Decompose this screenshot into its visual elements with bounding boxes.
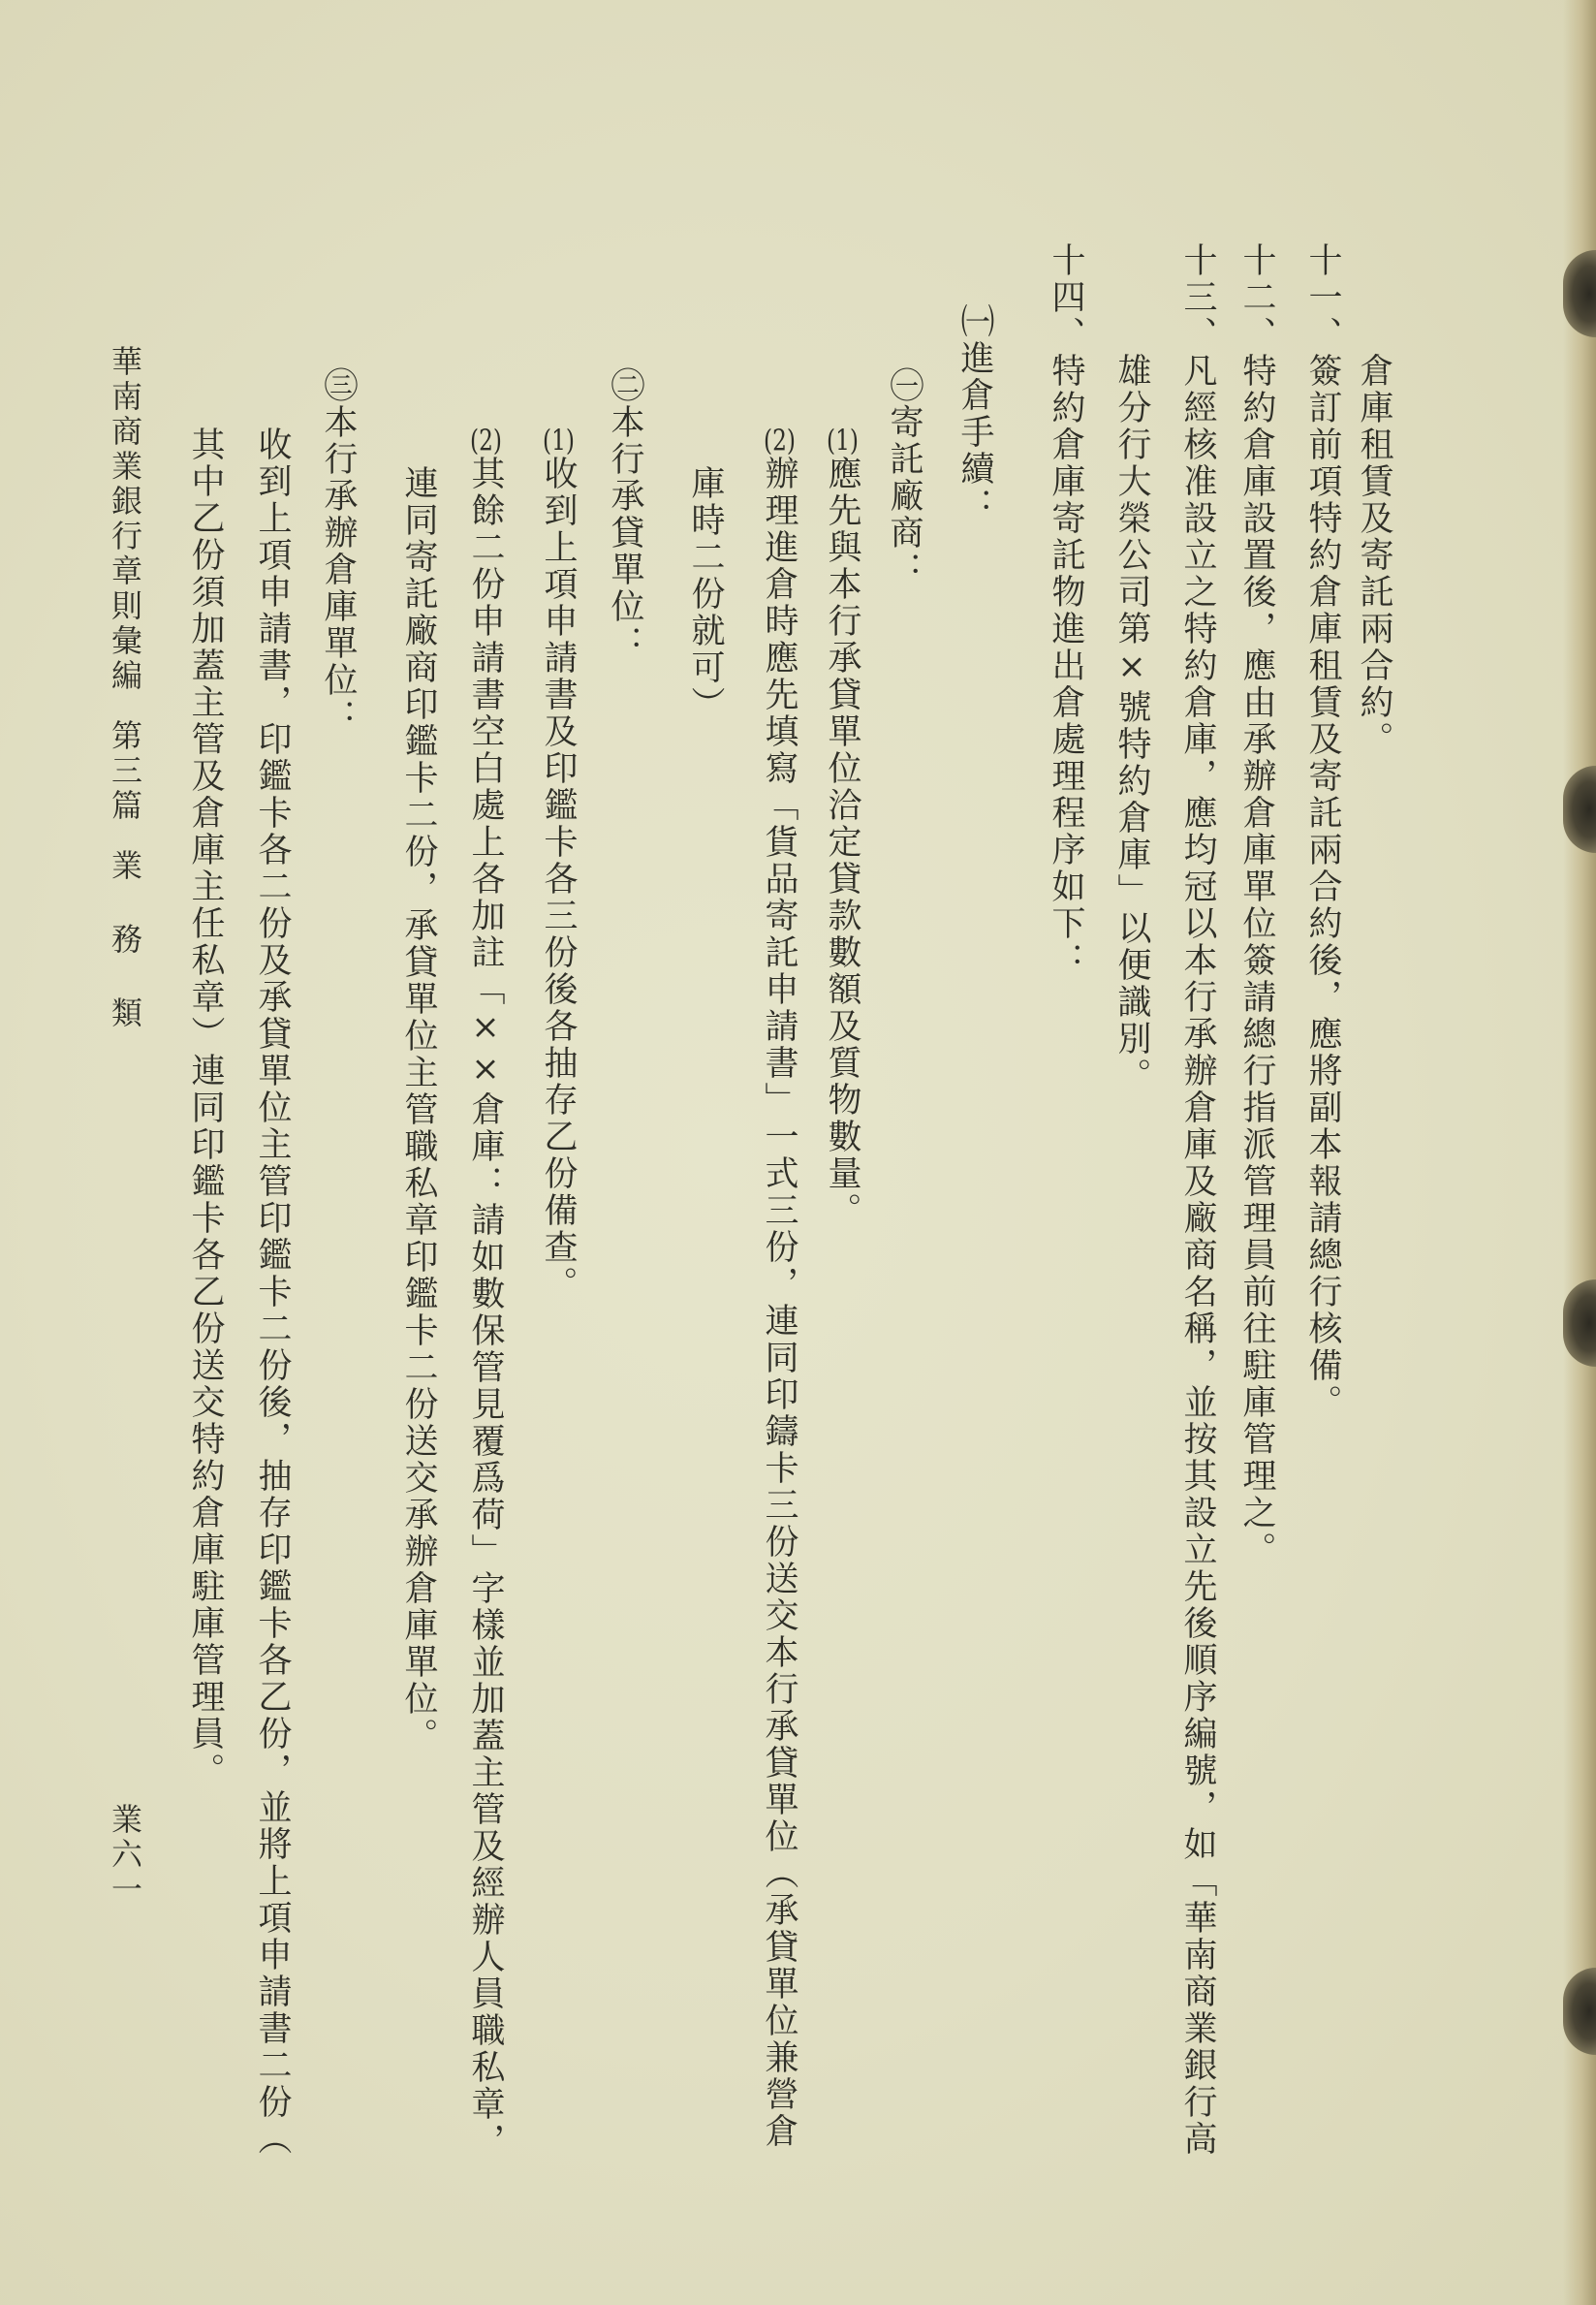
item-text: 辦理進倉時應先填寫「貨品寄託申請書」一式三份，連同印鑄卡三份送交本行承貸單位（承貸單位兼營倉 bbox=[760, 456, 798, 2150]
item-text: 應先與本行承貸單位洽定貸款數額及質物數量。 bbox=[823, 456, 861, 1229]
item-2-continuation: 連同寄託廠商印鑑卡二份，承貸單位主管職私章印鑑卡二份送交承辦倉庫單位。 bbox=[399, 465, 438, 1754]
subsection-heading: 本行承貸單位： bbox=[606, 404, 644, 662]
item-marker: (1) bbox=[543, 426, 575, 456]
item-2-continuation: 庫時二份就可） bbox=[686, 465, 725, 723]
item-text: 其餘二份申請書空白處上各加註「××倉庫：請如數保管見覆爲荷」字樣並加蓋主管及經辦人員職私章， bbox=[466, 456, 505, 2160]
item-text: 收到上項申請書及印鑑卡各三份後各抽存乙份備查。 bbox=[539, 456, 578, 1303]
paragraph-continuation: 其中乙份須加蓋主管及倉庫主任私章）連同印鑑卡各乙份送交特約倉庫駐庫管理員。 bbox=[186, 426, 225, 1789]
section-entry-procedure bbox=[955, 303, 994, 524]
article-13-continuation: 雄分行大榮公司第×號特約倉庫」以便識別。 bbox=[1112, 353, 1151, 1094]
subsection-marker: ㊂ bbox=[319, 367, 358, 404]
subsection-marker: ㊀ bbox=[885, 367, 923, 404]
item-marker: (2) bbox=[764, 426, 796, 456]
article-12: 十二、特約倉庫設置後，應由承辦倉庫單位簽請總行指派管理員前往駐庫管理之。 bbox=[1237, 242, 1276, 1568]
page-binding-edge bbox=[1563, 0, 1596, 2305]
category-char: 務 bbox=[107, 923, 143, 958]
article-11: 十一、簽訂前項特約倉庫租賃及寄託兩合約後，應將副本報請總行核備。 bbox=[1303, 242, 1342, 1421]
item-1 bbox=[823, 426, 861, 1229]
subsection-heading: 寄託廠商： bbox=[885, 404, 923, 588]
article-13: 十三、凡經核准設立之特約倉庫，應均冠以本行承辦倉庫及廠商名稱，並按其設立先後順序編號，如「華南商業銀行高 bbox=[1178, 242, 1217, 2158]
subsection-lending-unit bbox=[606, 367, 644, 662]
page-number: 業六一 bbox=[107, 1803, 143, 1908]
item-marker: (1) bbox=[827, 426, 859, 456]
subsection-heading: 本行承辦倉庫單位： bbox=[319, 404, 358, 736]
section-heading: 進倉手續： bbox=[955, 340, 994, 524]
category-char: 類 bbox=[107, 996, 143, 1031]
item-2 bbox=[760, 426, 798, 2150]
article-14: 十四、特約倉庫寄託物進出倉處理程序如下： bbox=[1047, 242, 1085, 979]
subsection-warehouse-unit bbox=[319, 367, 358, 736]
running-footer bbox=[106, 345, 144, 1031]
book-title: 華南商業銀行章則彙編 bbox=[107, 345, 143, 694]
subsection-consignor bbox=[885, 367, 923, 588]
section-marker: ㈠ bbox=[955, 303, 994, 340]
item-1 bbox=[539, 426, 578, 1303]
item-2 bbox=[466, 426, 505, 2160]
category-char: 業 bbox=[107, 849, 143, 884]
item-marker: (2) bbox=[470, 426, 502, 456]
text-column-continuation: 倉庫租賃及寄託兩合約。 bbox=[1355, 353, 1393, 758]
part-title: 第三篇 bbox=[107, 719, 143, 824]
paragraph-text: 收到上項申請書，印鑑卡各二份及承貸單位主管印鑑卡二份後，抽存印鑑卡各乙份，並將上項申請書二份（ bbox=[253, 426, 292, 2158]
subsection-marker: ㊁ bbox=[606, 367, 644, 404]
